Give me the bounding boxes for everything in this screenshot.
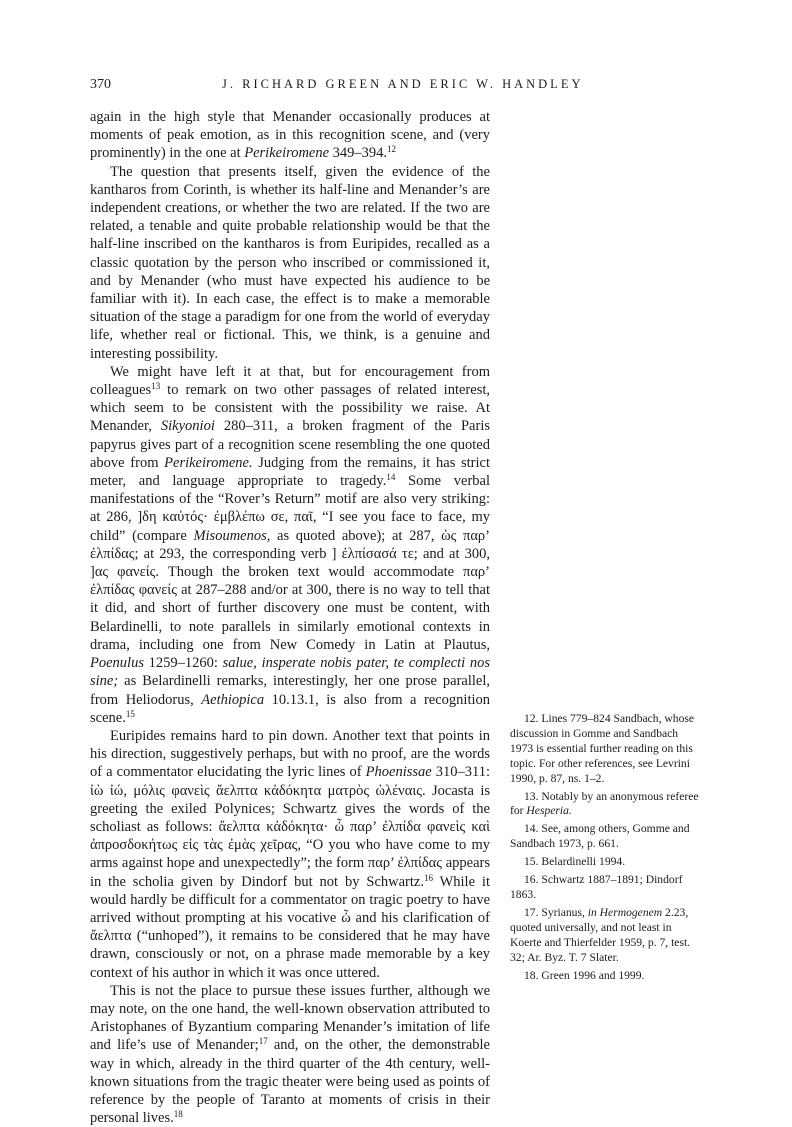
footnote-ref-18[interactable]: 18	[173, 1109, 183, 1120]
footnotes-column	[510, 712, 700, 983]
paragraph-2: The question that presents itself, given the evidence of the kantharos from Corinth, is whether its half-line and Menander’s are independent creations, or whether the two are related. If the two are related, a tenable and quite probable relationship would be that the half-line inscribed on the kantharos is from Euripides, recalled as a classic quotation by the person who inscribed or commissioned it, and by Menander (who must have expected his audience to be familiar with it). In each case, the effect is to make a memorable situation of the stage a paradigm for one from the world of everyday life, whether real or fictional. This, we think, is a genuine and interesting possibility.	[90, 163, 490, 362]
paragraph-1: again in the high style that Menander occasionally produces at moments of peak emotion, as in this recognition scene, and (very prominently) in the one at Perikeiromene 349–394.12	[90, 109, 490, 162]
paragraph-4: Euripides remains hard to pin down. Another text that points in his direction, suggestively perhaps, but with no proof, are the words of a commentator elucidating the lyric lines of Phoenissae 310–311: ἰὼ ἰώ, μόλις φανεὶς ἄελπτα κἀδόκητα ματρὸς ὠλέναις. Jocasta is greeting the exiled Polynices; Schwartz gives the words of the scholiast as follows: ἄελπτα κἀδόκητα· ὦ παρ’ ἐλπίδα φανεὶς καὶ ἀπροσδοκήτως εἰς τὰς ἐμὰς χεῖρας, “O you who have come to my arms against hope and unexpectedly”; the form παρ’ ἐλπίδας appears in the scholia given by Dindorf but not by Schwartz.$^{16}$ While it would hardly be difficult for a commentator on tragic poetry to have arrived without prompting at his vocative ὦ and his clarification of ἄελπτα (“unhoped”), it remains to be considered that he may have drawn, consciously or not, on a phrase made memorable by a key context of his author in which it was once uttered.	[90, 727, 491, 981]
footnote-16: 16. Schwartz 1887–1891; Dindorf 1863.	[510, 873, 683, 901]
footnote-18: 18. Green 1996 and 1999.	[524, 968, 645, 982]
footnote-ref-13[interactable]: 13	[151, 381, 161, 392]
footnote-12: 12. Lines 779–824 Sandbach, whose discussion in Gomme and Sandbach 1973 is essential further reading on this topic. For other references, see Levrini 1990, p. 87, ns. 1–2.	[510, 712, 695, 785]
page-number: 370	[90, 77, 111, 92]
footnote-15: 15. Belardinelli 1994.	[524, 855, 626, 869]
footnote-ref-16[interactable]: 16	[423, 872, 433, 883]
footnote-14: 14. See, among others, Gomme and Sandbach 1973, p. 661.	[510, 822, 690, 851]
footnote-13: 13. Notably by an anonymous referee for Hesperia.	[510, 789, 699, 818]
footnote-ref-14[interactable]: 14	[386, 472, 396, 483]
paragraph-5: This is not the place to pursue these issues further, although we may note, on the one hand, the well-known observation attributed to Aristophanes of Byzantium comparing Menander’s imitation of life and life’s use of Menander;$^{17}$ and, on the other, the demonstrable way in which, already in the third quarter of the 4th century, well-known situations from the tragic theater were being used as points of reference by the people of Taranto at moments of crisis in their personal lives.$^{18}$	[90, 982, 490, 1127]
footnote-ref-17[interactable]: 17	[258, 1036, 268, 1047]
footnote-ref-12[interactable]: 12	[387, 144, 397, 155]
main-text-column	[90, 108, 490, 1127]
footnote-17: 17. Syrianus, in Hermogenem 2.23, quoted universally, and not least in Koerte and Thierfelder 1959, p. 7, test. 32; Ar. Byz. T. 7 Slater.	[510, 905, 691, 964]
footnote-ref-15[interactable]: 15	[125, 708, 135, 719]
running-head: J. RICHARD GREEN AND ERIC W. HANDLEY	[222, 77, 584, 91]
paragraph-3: We might have left it at that, but for encouragement from colleagues$^{13}$ to remark on two other passages of related interest, which seem to be consistent with the possibility we raise. At Menander, Sikyonioi 280–311, a broken fragment of the Paris papyrus gives part of a recognition scene resembling the one quoted above from Perikeiromene. Judging from the remains, it has strict meter, and language appropriate to tragedy.$^{14}$ Some verbal manifestations of the “Rover’s Return” motif are also very striking: at 286, ]δη καὐτός· ἐμβλέπω σε, παῖ, “I see you face to face, my child” (compare Misoumenos, as quoted above); at 287, ὡς παρ’ ἐλπίδας; at 293, the corresponding verb ] ἐλπίσασά τε; and at 300, ]ας φανείς. Though the broken text would accommodate παρ’ ἐλπίδας φανείς at 287–288 and/or at 300, there is no way to tell that it did, and short of further discovery one must be content, with Belardinelli, to note parallels in similarly emotional contexts in drama, including one from New Comedy in Latin at Plautus, Poenulus 1259–1260: salue, insperate nobis pater, te complecti nos sine; as Belardinelli remarks, interestingly, her one prose parallel, from Heliodorus, Aethiopica 10.13.1, is also from a recognition scene.$^{15}$	[90, 363, 491, 726]
